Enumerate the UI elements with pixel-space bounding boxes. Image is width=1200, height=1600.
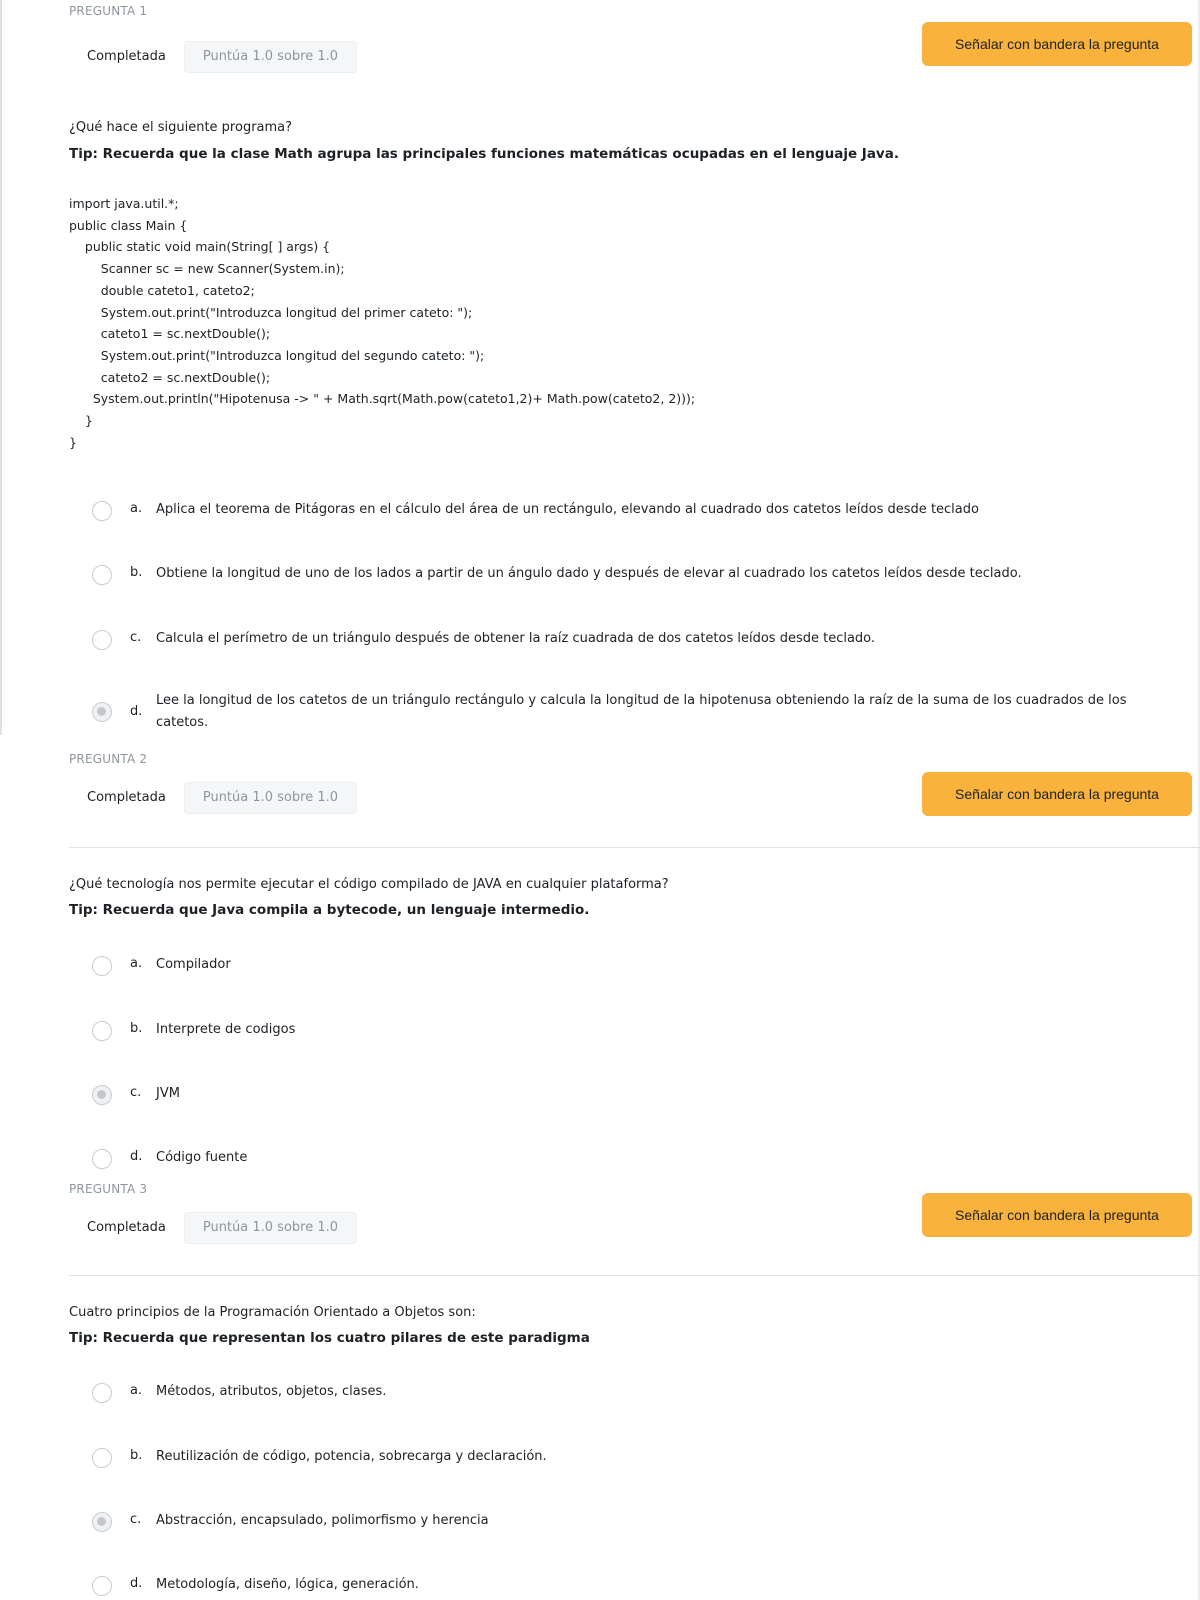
option-text: Código fuente: [156, 1150, 248, 1165]
radio-button[interactable]: [92, 1576, 112, 1596]
question-grade: Puntúa 1.0 sobre 1.0: [184, 1212, 357, 1244]
answer-option-b[interactable]: [92, 1448, 1182, 1468]
question-text: ¿Qué hace el siguiente programa?: [69, 120, 293, 135]
answer-option-b[interactable]: [92, 565, 1182, 585]
question-tip: Tip: Recuerda que Java compila a bytecode, un lenguaje intermedio.: [69, 902, 590, 918]
option-letter: a.: [130, 501, 143, 516]
answer-option-d[interactable]: [92, 1576, 1182, 1596]
radio-button[interactable]: [92, 1383, 112, 1403]
radio-button-selected[interactable]: [92, 1085, 112, 1105]
option-text: Obtiene la longitud de uno de los lados a partir de un ángulo dado y después de elevar al cuadrado los catetos leídos desde teclado.: [156, 566, 1022, 581]
radio-button[interactable]: [92, 565, 112, 585]
answer-option-d[interactable]: [92, 1149, 1182, 1169]
question-info: [69, 1212, 357, 1244]
radio-button[interactable]: [92, 1448, 112, 1468]
question-grade: Puntúa 1.0 sobre 1.0: [184, 782, 357, 814]
option-letter: d.: [130, 1576, 143, 1591]
answer-option-a[interactable]: [92, 1383, 1182, 1403]
radio-button[interactable]: [92, 501, 112, 521]
option-text: JVM: [156, 1086, 180, 1101]
option-text: Métodos, atributos, objetos, clases.: [156, 1384, 387, 1399]
option-text: Aplica el teorema de Pitágoras en el cálculo del área de un rectángulo, elevando al cuadrado dos catetos leídos desde teclado: [156, 502, 979, 517]
question-state: Completada: [87, 1220, 166, 1235]
option-text: Interprete de codigos: [156, 1022, 296, 1037]
question-grade: Puntúa 1.0 sobre 1.0: [184, 41, 357, 73]
flag-question-button[interactable]: Señalar con bandera la pregunta: [922, 1193, 1192, 1237]
question-text: Cuatro principios de la Programación Orientado a Objetos son:: [69, 1305, 476, 1320]
radio-button[interactable]: [92, 630, 112, 650]
left-border: [0, 0, 2, 735]
option-letter: b.: [130, 565, 143, 580]
question-info: [69, 782, 357, 814]
question-info: [69, 41, 357, 73]
option-letter: d.: [130, 1149, 143, 1164]
question-tip: Tip: Recuerda que la clase Math agrupa las principales funciones matemáticas ocupadas en el lenguaje Java.: [69, 146, 899, 162]
option-letter: b.: [130, 1021, 143, 1036]
answer-option-c[interactable]: [92, 1512, 1182, 1532]
code-block: import java.util.*; public class Main { public static void main(String[ ] args) { Scanner sc = new Scanner(System.in); double cateto1, cateto2; System.out.print("Introduzca longitud del primer cateto: "); cateto1 = sc.nextDouble(); System.out.print("Introduzca longitud del segundo cateto: "); cateto2 = sc.nextDouble(); System.out.println("Hipotenusa -> " + Math.sqrt(Math.pow(cateto1,2)+ Math.pow(cateto2, 2))); } }: [69, 196, 696, 450]
option-letter: a.: [130, 1383, 143, 1398]
radio-button[interactable]: [92, 1021, 112, 1041]
divider: [69, 1275, 1200, 1276]
question-state: Completada: [87, 49, 166, 64]
option-letter: c.: [130, 1085, 142, 1100]
flag-question-button[interactable]: Señalar con bandera la pregunta: [922, 22, 1192, 66]
question-tip: Tip: Recuerda que representan los cuatro pilares de este paradigma: [69, 1330, 590, 1346]
radio-button-selected[interactable]: [92, 1512, 112, 1532]
question-number: PREGUNTA 3: [69, 1182, 148, 1196]
answer-option-b[interactable]: [92, 1021, 1182, 1041]
answer-option-c[interactable]: [92, 630, 1182, 650]
option-letter: a.: [130, 956, 143, 971]
radio-button-selected[interactable]: [92, 702, 112, 722]
question-text: ¿Qué tecnología nos permite ejecutar el código compilado de JAVA en cualquier plataforma?: [69, 877, 669, 892]
option-text: Metodología, diseño, lógica, generación.: [156, 1577, 419, 1592]
radio-button[interactable]: [92, 1149, 112, 1169]
answer-option-d[interactable]: [92, 692, 1182, 734]
option-letter: c.: [130, 1512, 142, 1527]
question-number: PREGUNTA 2: [69, 752, 148, 766]
radio-button[interactable]: [92, 956, 112, 976]
answer-option-a[interactable]: [92, 501, 1182, 521]
option-letter: c.: [130, 630, 142, 645]
option-text: Reutilización de código, potencia, sobrecarga y declaración.: [156, 1449, 547, 1464]
option-letter: d.: [130, 704, 143, 719]
divider: [69, 847, 1200, 848]
option-text: Compilador: [156, 957, 231, 972]
answer-option-c[interactable]: [92, 1085, 1182, 1105]
option-letter: b.: [130, 1448, 143, 1463]
option-text: Calcula el perímetro de un triángulo después de obtener la raíz cuadrada de dos catetos leídos desde teclado.: [156, 631, 876, 646]
answer-option-a[interactable]: [92, 956, 1182, 976]
question-number: PREGUNTA 1: [69, 4, 148, 18]
question-state: Completada: [87, 790, 166, 805]
option-text: Abstracción, encapsulado, polimorfismo y herencia: [156, 1513, 489, 1528]
flag-question-button[interactable]: Señalar con bandera la pregunta: [922, 772, 1192, 816]
option-text: Lee la longitud de los catetos de un triángulo rectángulo y calcula la longitud de la hipotenusa obteniendo la raíz de la suma de los cuadrados de los catetos.: [156, 693, 1127, 730]
